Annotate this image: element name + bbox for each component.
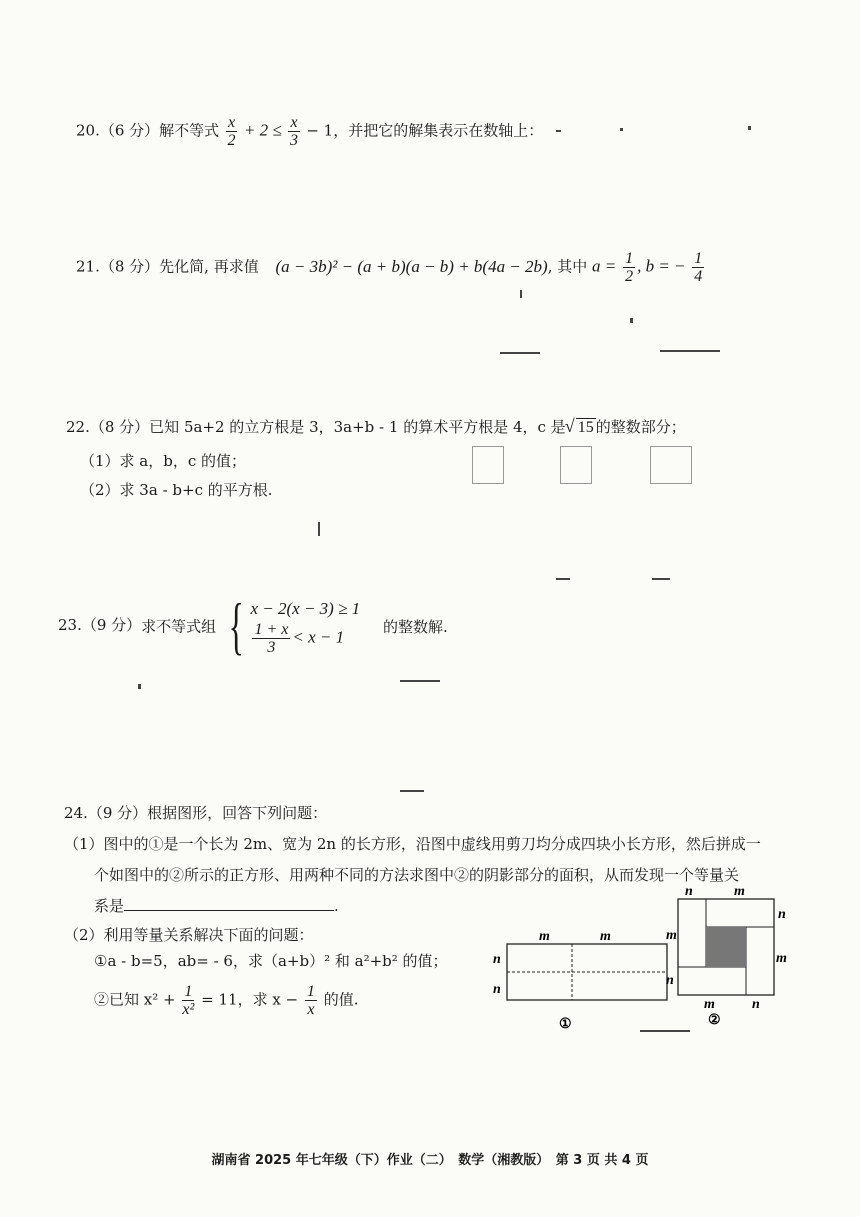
question-20 <box>76 114 543 149</box>
q24-part2-b: ②已知 x² + $\frac{1}{\text{x²}}$ = 11，求 x − $\frac{1}{x}$ 的值. <box>94 983 359 1018</box>
q22-text: 已知 5a+2 的立方根是 3，3a+b - 1 的算术平方根是 4，c 是 <box>149 418 566 436</box>
fig2-label: ② <box>708 1013 721 1028</box>
q23-system <box>250 597 360 656</box>
fig2-n-left: n <box>666 973 674 988</box>
q21-text-b: , 其中 <box>547 257 588 276</box>
q24-part1-line1: （1）图中的①是一个长为 2m、宽为 2n 的长方形，沿图中虚线用剪刀均分成四块小长方形，然后拼成一 <box>64 835 761 853</box>
q20-tail: − 1，并把它的解集表示在数轴上： <box>306 121 544 140</box>
q20-frac2: $\frac{x}{3}$ <box>290 114 298 149</box>
q20-score: （6 分） <box>99 121 160 140</box>
q23-score: （9 分） <box>81 616 142 634</box>
question-21 <box>76 250 706 285</box>
fig2-m-right: m <box>776 951 787 966</box>
scan-mark <box>520 290 522 298</box>
q21-b-frac: $\frac{1}{4}$ <box>694 250 703 285</box>
q24-part2-a: ①a - b=5，ab= - 6，求（a+b）² 和 a²+b² 的值； <box>94 952 448 970</box>
q24-text: 根据图形，回答下列问题： <box>147 804 328 822</box>
q24-part2: （2）利用等量关系解决下面的问题： <box>64 926 314 944</box>
scan-mark <box>630 318 633 323</box>
scan-mark <box>660 350 720 352</box>
q22-part1: （1）求 a，b，c 的值； <box>80 452 247 470</box>
scan-mark <box>556 130 561 132</box>
fig2-m-bottom: m <box>704 997 715 1012</box>
scan-mark <box>472 446 504 484</box>
q23-eq2: $\frac{1 + x}{3}$ < x − 1 <box>254 620 345 656</box>
fig1-m2: m <box>600 929 611 944</box>
scan-mark <box>652 578 670 580</box>
scan-mark <box>500 352 540 354</box>
fig2-m-top: m <box>734 884 745 899</box>
q21-text: 先化简, 再求值 <box>159 257 259 276</box>
q21-expression: (a − 3b)² − (a + b)(a − b) + b(4a − 2b) <box>275 256 548 276</box>
q22-number: 22. <box>66 418 90 436</box>
fig1-n2: n <box>493 982 501 997</box>
scan-mark <box>138 684 141 689</box>
fig2-m-left: m <box>666 928 677 943</box>
scan-mark <box>748 126 751 130</box>
q21-number: 21. <box>76 257 100 276</box>
question-23 <box>58 590 448 661</box>
q21-score: （8 分） <box>99 257 160 276</box>
q24-number: 24. <box>64 804 88 822</box>
q23-eq1: x − 2(x − 3) ≥ 1 <box>250 598 361 618</box>
q21-a-lhs: a = <box>592 256 617 276</box>
question-22 <box>66 416 686 437</box>
fig1-label: ① <box>559 1017 572 1032</box>
figure-2 <box>664 884 794 1029</box>
scan-mark <box>400 790 424 792</box>
q20-frac1: $\frac{x}{2}$ <box>227 114 236 149</box>
q20-mid: + 2 ≤ <box>243 120 282 140</box>
scan-mark <box>318 522 320 536</box>
q21-b-lhs: , b = − <box>637 256 686 276</box>
question-24 <box>64 802 327 823</box>
figure-1 <box>485 926 685 1036</box>
scan-mark <box>400 680 440 682</box>
answer-blank[interactable] <box>124 910 334 911</box>
q22-sqrt: √ 15 <box>576 418 596 437</box>
q24-score: （9 分） <box>87 804 148 822</box>
q23-text-b: 的整数解. <box>382 617 448 636</box>
page-footer: 湖南省 2025 年七年级（下）作业（二） 数学（湘教版） 第 3 页 共 4 页 <box>211 1153 649 1168</box>
scan-mark <box>560 446 592 484</box>
scan-mark <box>556 578 570 580</box>
q20-number: 20. <box>76 121 100 140</box>
fig2-n-right: n <box>778 907 786 922</box>
q22-score: （8 分） <box>89 418 150 436</box>
q24-part1-line2: 个如图中的②所示的正方形、用两种不同的方法求图中②的阴影部分的面积，从而发现一个等量关 <box>94 866 740 884</box>
q21-a-frac: $\frac{1}{2}$ <box>625 250 634 285</box>
q23-number: 23. <box>58 616 82 634</box>
fig1-m1: m <box>539 929 550 944</box>
q22-part2: （2）求 3a - b+c 的平方根. <box>80 481 273 499</box>
q23-brace: { <box>228 590 245 661</box>
q23-text: 求不等式组 <box>141 617 217 636</box>
fig2-n-top: n <box>685 884 693 899</box>
q24-part1-line3: 系是 . <box>94 897 339 915</box>
q22-text-b: 的整数部分； <box>595 418 686 436</box>
scan-mark <box>650 446 692 484</box>
q20-text: 解不等式 <box>159 121 220 140</box>
fig1-n1: n <box>493 952 501 967</box>
scan-mark <box>640 1030 690 1032</box>
shaded-square <box>706 927 746 967</box>
fig2-n-bottom: n <box>752 997 760 1012</box>
scan-mark <box>620 128 623 131</box>
